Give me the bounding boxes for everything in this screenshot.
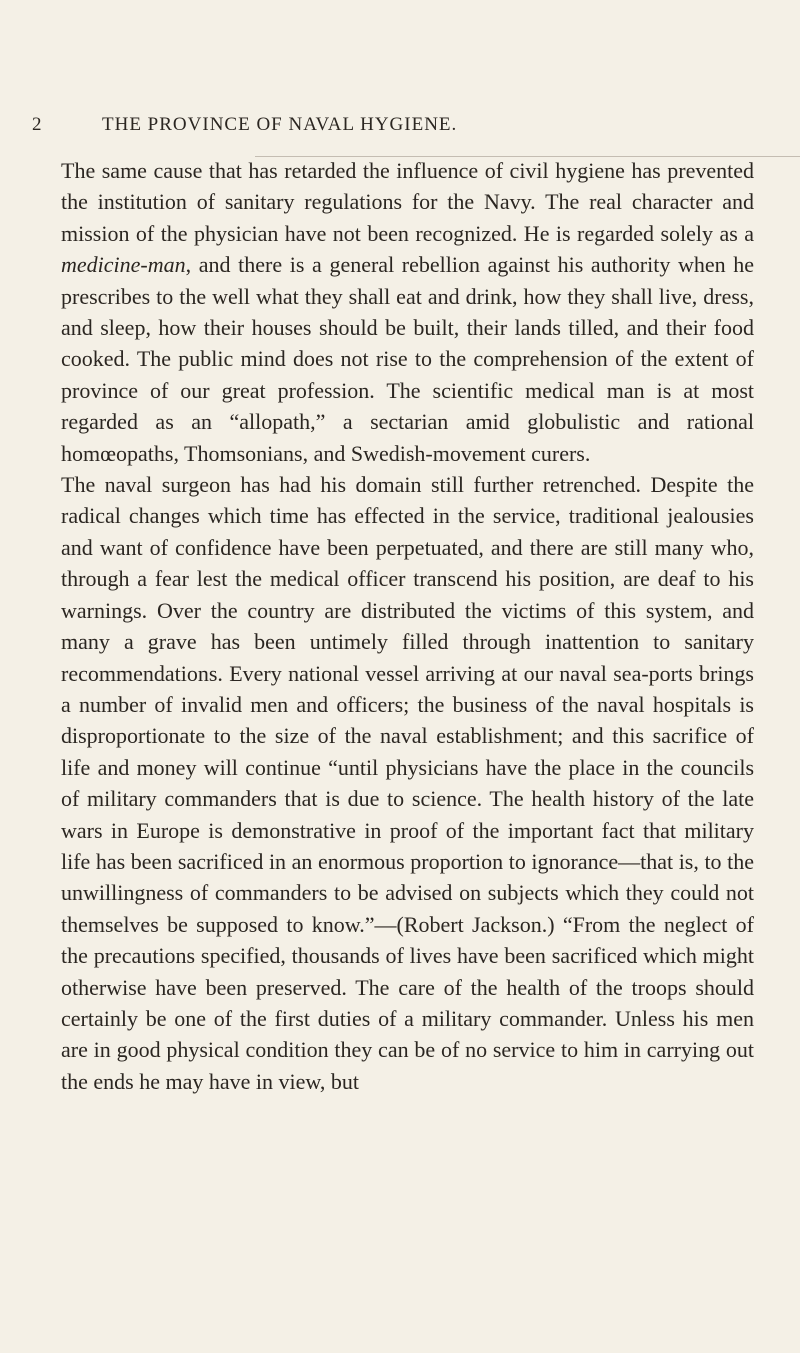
running-head-title: THE PROVINCE OF NAVAL HYGIENE. — [102, 114, 458, 135]
running-head — [32, 114, 800, 136]
paragraph-1-emphasis: medicine-man — [61, 252, 186, 278]
paragraph-1-text-start: The same cause that has retarded the influence of civil hygiene has prevented the institution of sanitary regulations for the Navy. The real character and mission of the physician have not been recognized. He is regarded solely as a — [61, 158, 754, 246]
body-text — [61, 155, 754, 1097]
paragraph-1-text-end: , and there is a general rebellion against his authority when he prescribes to the well what they shall eat and drink, how they shall live, dress, and sleep, how their houses should be built, their lands tilled, and their food cooked. The public mind does not rise to the comprehension of the extent of province of our great profession. The scientific medical man is at most regarded as an “allopath,” a sectarian amid globulistic and rational homœopaths, Thomsonians, and Swedish-movement curers. — [61, 252, 754, 466]
page-number: 2 — [32, 114, 43, 135]
paragraph-1 — [61, 155, 754, 469]
paragraph-2: The naval surgeon has had his domain still further retrenched. Despite the radical changes which time has effected in the service, traditional jealousies and want of confidence have been perpetuated, and there are still many who, through a fear lest the medical officer transcend his position, are deaf to his warnings. Over the country are distributed the victims of this system, and many a grave has been untimely filled through inattention to sanitary recommendations. Every national vessel arriving at our naval sea-ports brings a number of invalid men and officers; the business of the naval hospitals is disproportionate to the size of the naval establishment; and this sacrifice of life and money will continue “until physicians have the place in the councils of military commanders that is due to science. The health history of the late wars in Europe is demonstrative in proof of the important fact that military life has been sacrificed in an enormous proportion to ignorance—that is, to the unwillingness of commanders to be advised on subjects which they could not themselves be supposed to know.”—(Robert Jackson.) “From the neglect of the precautions specified, thousands of lives have been sacrificed which might otherwise have been preserved. The care of the health of the troops should certainly be one of the first duties of a military commander. Unless his men are in good physical condition they can be of no service to him in carrying out the ends he may have in view, but — [61, 472, 754, 1094]
